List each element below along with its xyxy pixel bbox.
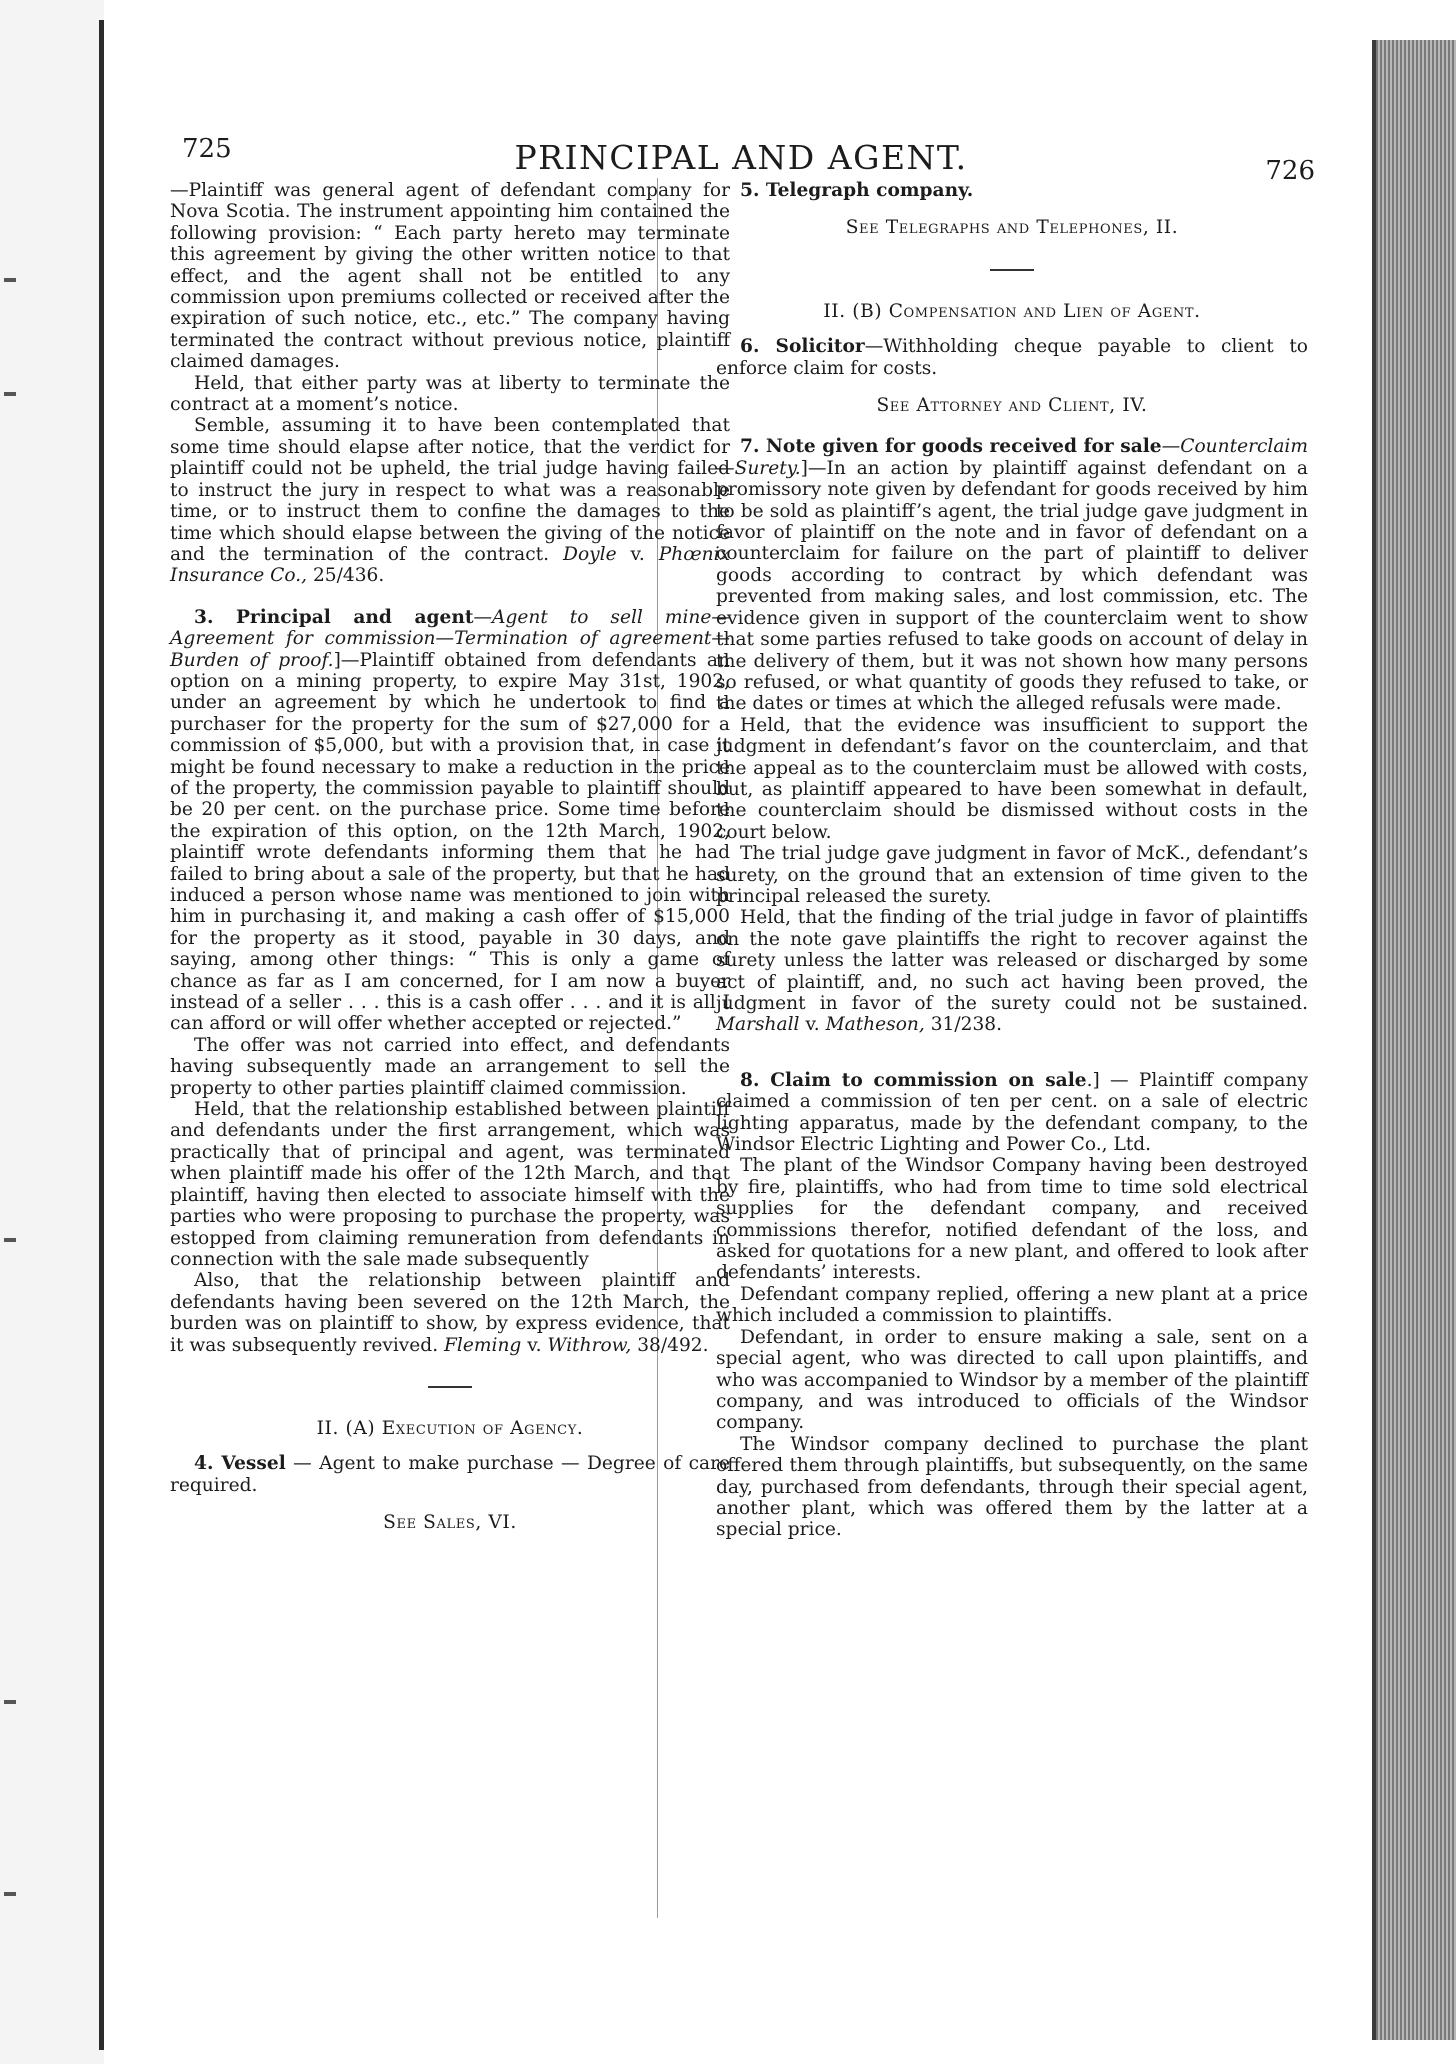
see-reference: See Telegraphs and Telephones, II.: [845, 217, 1179, 239]
paragraph-text: —Withholding cheque payable to client to enforce claim for costs.: [716, 336, 1308, 379]
entry-heading: 4. Vessel: [194, 1453, 286, 1475]
entry-8: [716, 1070, 1308, 1541]
paragraph: The offer was not carried into effect, and defendants having subsequently made an arrangement to sell the property to other parties plaintiff claimed commission.: [170, 1034, 730, 1099]
paragraph: Held, that the relationship established between plaintiff and defendants under the first arrangement, which was practically that of principal and agent, was terminated when plaintiff made his offer of the 12th March, and that plaintiff, having then elected to associate himself with the parties who were proposing to purchase the property, was estopped from claiming remuneration from defendants in connection with the sale made subsequently: [170, 1099, 730, 1270]
entry-heading: 5. Telegraph company.: [740, 180, 974, 201]
paragraph: [716, 907, 1308, 1035]
paragraph: Held, that either party was at liberty to terminate the contract at a moment’s notice.: [170, 372, 730, 416]
page-header: [112, 118, 1370, 186]
citation: 25/436.: [312, 565, 385, 587]
left-column: [170, 180, 730, 1546]
section-rule: [428, 1386, 472, 1388]
see-reference: See Sales, VI.: [383, 1512, 517, 1534]
paragraph: [716, 436, 1308, 714]
paragraph: The Windsor company declined to purchase the plant offered them through plaintiffs, but subsequently, on the same day, purchased from defendants, through their special agent, another plant, which was offered them by the latter at a special price.: [716, 1433, 1308, 1541]
entry-subheading: —Agent to sell mine—Agreement for commission—Termination of agreement—Burden of proof.: [170, 606, 730, 671]
paragraph: [170, 415, 730, 586]
paragraph: [716, 180, 1308, 201]
paragraph: Held, that the evidence was insufficient to support the judgment in defendant’s favor on the counterclaim, and that the appeal as to the counterclaim must be allowed with costs, but, as plaintiff appeared to have been somewhat in default, the counterclaim should be dismissed without costs in the court below.: [716, 714, 1308, 843]
running-head: PRINCIPAL AND AGENT.: [514, 138, 968, 177]
right-column: [716, 180, 1308, 1541]
case-name: Matheson,: [825, 1014, 925, 1036]
citation: 38/492.: [637, 1334, 709, 1356]
paragraph-text: Held, that the finding of the trial judge in favor of plaintiffs on the note gave plaintiffs the right to recover against the surety unless the latter was released or discharged by some act of plaintiff, and, no such act having been proved, the judgment in favor of the surety could not be sustained.: [716, 907, 1308, 1014]
paragraph: [716, 1070, 1308, 1156]
entry-3: [170, 607, 730, 1356]
case-name: Fleming: [444, 1334, 522, 1356]
paragraph: [170, 1453, 730, 1496]
left-page-number: 725: [182, 134, 232, 164]
versus: v.: [630, 543, 645, 565]
previous-page-marks: [0, 0, 100, 2064]
entry-heading: 8. Claim to commission on sale: [740, 1069, 1087, 1091]
entry-subheading: —Counterclaim—Surety.: [716, 436, 1308, 479]
paragraph: [716, 336, 1308, 379]
entry-heading: 6. Solicitor: [740, 336, 865, 358]
paragraph-text: Also, that the relationship between plaintiff and defendants having been severed on the 12th March, the burden was on plaintiff to show, by express evidence, that it was subsequently revived.: [170, 1270, 730, 1356]
paragraph: [170, 1270, 730, 1356]
entry-heading: 3. Principal and agent: [194, 606, 474, 628]
book-page-stack: [1372, 40, 1456, 2040]
paragraph: Defendant, in order to ensure making a sale, sent on a special agent, who was directed to call upon plaintiffs, and who was accompanied to Windsor by a member of the plaintiff company, and was introduced to officials of the Windsor company.: [716, 1326, 1308, 1434]
citation: 31/238.: [930, 1014, 1003, 1036]
paragraph: The plant of the Windsor Company having been destroyed by fire, plaintiffs, who had from time to time sold electrical supplies for the defendant company, and received commissions therefor, notified defendant of the loss, and asked for quotations for a new plant, and offered to look after defendants’ interests.: [716, 1155, 1308, 1284]
case-name: Withrow,: [547, 1334, 632, 1356]
paragraph-text: ]—Plaintiff obtained from defendants an option on a mining property, to expire May 31st, 1902, under an agreement by which he undertook to find a purchaser for the property for the sum of $27,000 for a commission of $5,000, but with a provision that, in case it might be found necessary to make a reduction in the price of the property, the commission payable to plaintiff should be 20 per cent. on the purchase price. Some time before the expiration of this option, on the 12th March, 1902, plaintiff wrote defendants informing them that he had failed to bring about a sale of the property, but that he had induced a person whose name was mentioned to join with him in purchasing it, and making a cash offer of $15,000 for the property as it stood, payable in 30 days, and saying, among other things: “ This is only a game of chance as far as I am concerned, for I am now a buyer instead of a seller . . . this is a cash offer . . . and it is all I can afford or will offer whether accepted or rejected.”: [170, 649, 730, 1035]
paragraph: [170, 607, 730, 1035]
paragraph-text: .] — Plaintiff company claimed a commission of ten per cent. on a sale of electric lighting apparatus, made by the defendant company, to the Windsor Electric Lighting and Power Co., Ltd.: [716, 1069, 1308, 1156]
case-name: Marshall: [716, 1014, 800, 1036]
section-rule: [990, 269, 1034, 271]
right-page-number: 726: [1265, 156, 1315, 186]
paragraph: The trial judge gave judgment in favor of McK., defendant’s surety, on the ground that an extension of time given to the principal released the surety.: [716, 843, 1308, 907]
paragraph-text: — Agent to make purchase — Degree of care required.: [170, 1453, 731, 1496]
versus: v.: [527, 1334, 542, 1356]
paragraph: Defendant company replied, offering a new plant at a price which included a commission to plaintiffs.: [716, 1283, 1308, 1327]
entry-heading: 7. Note given for goods received for sale: [740, 436, 1162, 458]
entry-7: [716, 436, 1308, 1035]
paragraph-text: ]—In an action by plaintiff against defendant on a promissory note given by defendant for goods received by him to be sold as plaintiff’s agent, the trial judge gave judgment in favor of plaintiff on the note and in favor of defendant on a counterclaim for failure on the part of plaintiff to deliver goods according to contract by which defendant was prevented from making sales, and lost commission, etc. The evidence given in support of the counterclaim went to show that some parties refused to take goods on account of delay in the delivery of them, but it was not shown how many persons so refused, or what quantity of goods they refused to take, or the dates or times at which the alleged refusals were made.: [716, 457, 1308, 715]
versus: v.: [805, 1014, 820, 1036]
section-heading-a: II. (A) Execution of Agency.: [316, 1417, 584, 1439]
see-reference: See Attorney and Client, IV.: [876, 395, 1148, 417]
paragraph: —Plaintiff was general agent of defendant company for Nova Scotia. The instrument appointing him contained the following provision: “ Each party hereto may terminate this agreement by giving the other written notice to that effect, and the agent shall not be entitled to any commission upon premiums collected or received after the expiration of such notice, etc., etc.” The company having terminated the contract without previous notice, plaintiff claimed damages.: [170, 180, 730, 373]
case-name: Phœnix Insurance Co.,: [170, 543, 730, 587]
case-name: Doyle: [563, 543, 617, 565]
book-page: [112, 20, 1370, 2050]
paragraph-text: Semble, assuming it to have been contemplated that some time should elapse after notice, that the verdict for plaintiff could not be upheld, the trial judge having failed to instruct the jury in respect to what was a reasonable time, or to instruct them to confine the damages to the time which should elapse between the giving of the notice and the termination of the contract.: [170, 415, 730, 565]
section-heading-b: II. (B) Compensation and Lien of Agent.: [823, 300, 1201, 322]
